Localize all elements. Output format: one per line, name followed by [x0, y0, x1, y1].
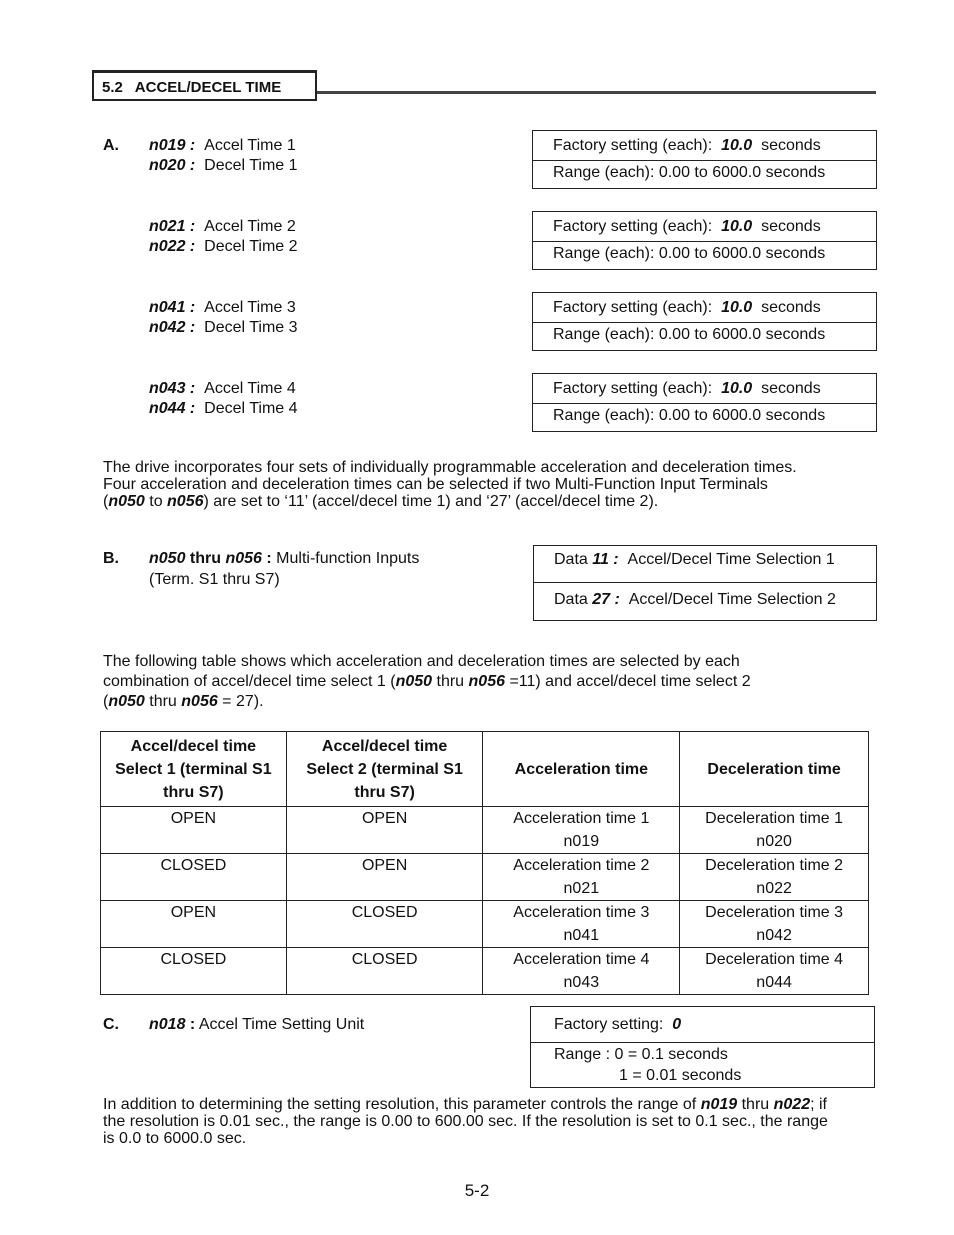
table-row — [101, 948, 869, 995]
section-c-setting-box — [530, 1006, 875, 1088]
box-divider — [534, 582, 876, 583]
cell-decel: Deceleration time 1 n020 — [680, 807, 869, 854]
data-row-27: Data 27 : Accel/Decel Time Selection 2 — [554, 591, 836, 608]
param-line: n019 : Accel Time 1 — [149, 137, 296, 154]
box-divider — [533, 322, 876, 323]
cell-select2: OPEN — [286, 807, 483, 854]
cell-accel: Acceleration time 2 n021 — [483, 854, 680, 901]
table-header-row — [101, 732, 869, 807]
range-row-1: Range : 0 = 0.1 seconds — [554, 1046, 728, 1063]
factory-setting-row: Factory setting: 0 — [554, 1016, 682, 1033]
para-line: In addition to determining the setting resolution, this parameter controls the range of n019 thru n022; if — [103, 1096, 827, 1113]
para-line: Four acceleration and deceleration times can be selected if two Multi-Function Input Terminals — [103, 476, 768, 493]
cell-accel: Acceleration time 4 n043 — [483, 948, 680, 995]
header-rule — [317, 91, 876, 94]
table-row — [101, 901, 869, 948]
range-row: Range (each): 0.00 to 6000.0 seconds — [553, 407, 826, 424]
para-line: the resolution is 0.01 sec., the range is 0.00 to 600.00 sec. If the resolution is set to 0.1 sec., the range — [103, 1113, 828, 1130]
para-line: The drive incorporates four sets of individually programmable acceleration and deceleration times. — [103, 459, 797, 476]
factory-setting-box — [532, 211, 877, 270]
para-line: (n050 thru n056 = 27). — [103, 693, 264, 710]
factory-setting-box — [532, 373, 877, 432]
range-row: Range (each): 0.00 to 6000.0 seconds — [553, 245, 826, 262]
cell-decel: Deceleration time 3 n042 — [680, 901, 869, 948]
page-number: 5-2 — [464, 1181, 490, 1200]
section-b-param: n050 thru n056 : Multi-function Inputs — [149, 550, 420, 567]
box-divider — [533, 241, 876, 242]
param-line: n021 : Accel Time 2 — [149, 218, 296, 235]
para-line: combination of accel/decel time select 1 (n050 thru n056 =11) and accel/decel time select 2 — [103, 673, 751, 690]
factory-setting-row: Factory setting (each): 10.0 seconds — [553, 380, 821, 397]
box-divider — [531, 1042, 874, 1043]
cell-decel: Deceleration time 2 n022 — [680, 854, 869, 901]
section-a-letter: A. — [103, 137, 119, 154]
header-select1: Accel/decel time Select 1 (terminal S1 thru S7) — [101, 732, 287, 807]
param-line: n042 : Decel Time 3 — [149, 319, 298, 336]
param-line: n020 : Decel Time 1 — [149, 157, 298, 174]
range-row-2: 1 = 0.01 seconds — [619, 1067, 742, 1084]
cell-select2: OPEN — [286, 854, 483, 901]
box-divider — [533, 160, 876, 161]
param-line: n044 : Decel Time 4 — [149, 400, 298, 417]
cell-select2: CLOSED — [286, 948, 483, 995]
data-row-11: Data 11 : Accel/Decel Time Selection 1 — [554, 551, 835, 568]
header-decel: Deceleration time — [680, 732, 869, 807]
range-row: Range (each): 0.00 to 6000.0 seconds — [553, 164, 826, 181]
factory-setting-row: Factory setting (each): 10.0 seconds — [553, 137, 821, 154]
section-c-paragraph — [103, 1096, 903, 1147]
factory-setting-box — [532, 130, 877, 189]
cell-select1: CLOSED — [101, 854, 287, 901]
param-line: n022 : Decel Time 2 — [149, 238, 298, 255]
param-line: n043 : Accel Time 4 — [149, 380, 296, 397]
section-c-letter: C. — [103, 1016, 119, 1033]
cell-select1: OPEN — [101, 807, 287, 854]
section-b-paragraph — [103, 652, 903, 712]
cell-select1: OPEN — [101, 901, 287, 948]
para-line: (n050 to n056) are set to ‘11’ (accel/decel time 1) and ‘27’ (accel/decel time 2). — [103, 493, 659, 510]
param-line: n041 : Accel Time 3 — [149, 299, 296, 316]
factory-setting-box — [532, 292, 877, 351]
para-line: The following table shows which acceleration and deceleration times are selected by each — [103, 653, 740, 670]
accel-decel-selection-table — [100, 731, 869, 995]
factory-setting-row: Factory setting (each): 10.0 seconds — [553, 299, 821, 316]
section-a-paragraph — [103, 459, 903, 510]
cell-accel: Acceleration time 3 n041 — [483, 901, 680, 948]
cell-select1: CLOSED — [101, 948, 287, 995]
factory-setting-row: Factory setting (each): 10.0 seconds — [553, 218, 821, 235]
cell-decel: Deceleration time 4 n044 — [680, 948, 869, 995]
cell-select2: CLOSED — [286, 901, 483, 948]
section-header-tab — [92, 70, 317, 101]
table-row — [101, 854, 869, 901]
section-b-letter: B. — [103, 550, 119, 567]
section-b-data-box — [533, 545, 877, 621]
header-select2: Accel/decel time Select 2 (terminal S1 thru S7) — [286, 732, 483, 807]
box-divider — [533, 403, 876, 404]
range-row: Range (each): 0.00 to 6000.0 seconds — [553, 326, 826, 343]
table-row — [101, 807, 869, 854]
header-accel: Acceleration time — [483, 732, 680, 807]
cell-accel: Acceleration time 1 n019 — [483, 807, 680, 854]
section-c-param: n018 : Accel Time Setting Unit — [149, 1016, 365, 1033]
section-title: 5.2 ACCEL/DECEL TIME — [102, 79, 282, 96]
section-b-sub: (Term. S1 thru S7) — [149, 571, 280, 588]
para-line: is 0.0 to 6000.0 sec. — [103, 1130, 247, 1147]
